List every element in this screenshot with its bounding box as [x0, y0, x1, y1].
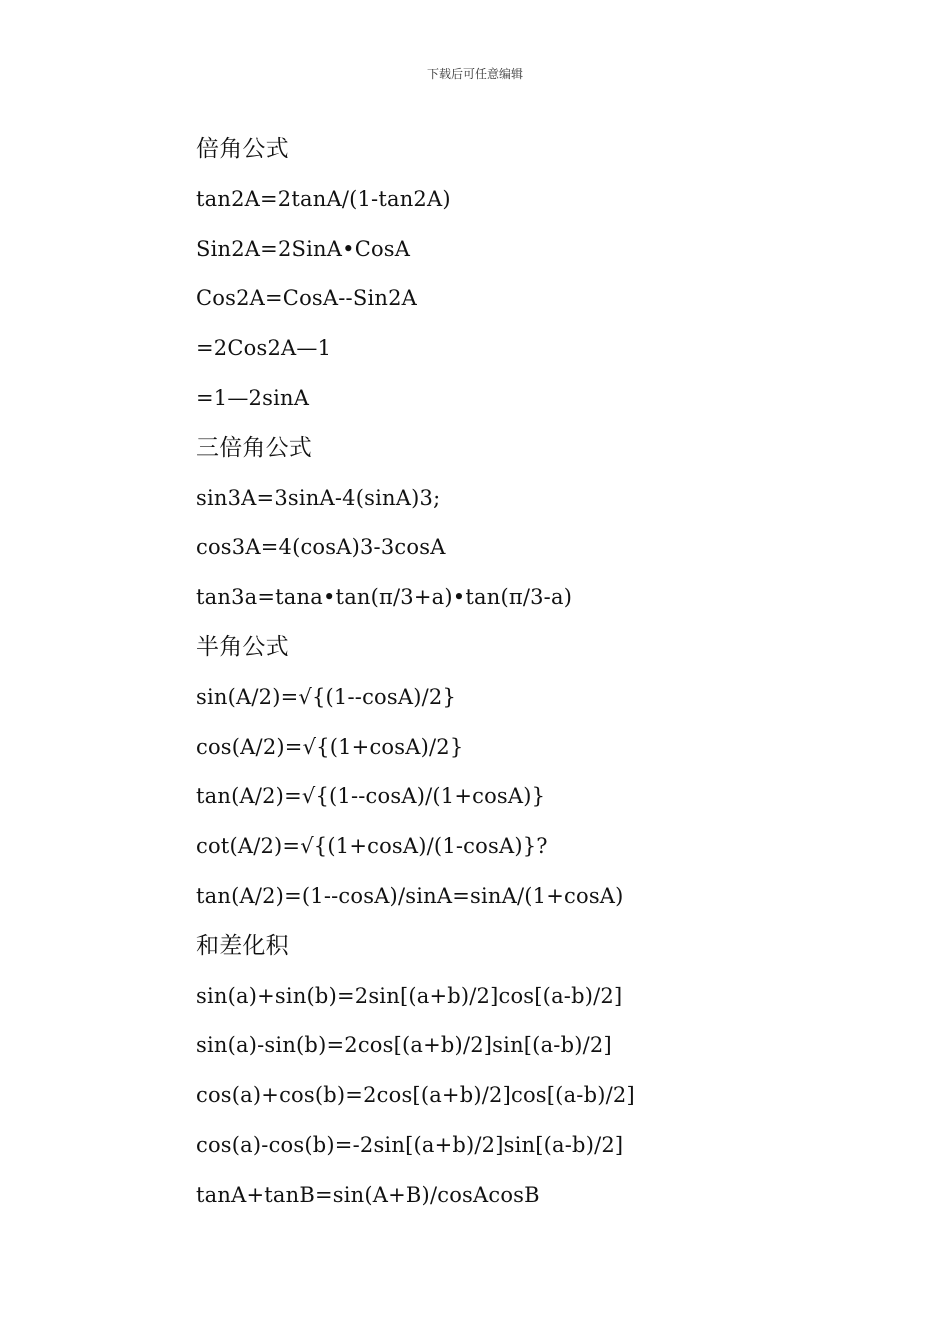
formula-line: tan(A/2)=(1--cosA)/sinA=sinA/(1+cosA) [196, 883, 624, 908]
formula-line: Sin2A=2SinA•CosA [196, 236, 411, 261]
section-heading-half-angle: 半角公式 [196, 633, 289, 660]
formula-line: sin3A=3sinA-4(sinA)3; [196, 485, 441, 510]
formula-line: tanA+tanB=sin(A+B)/cosAcosB [196, 1182, 540, 1207]
formula-line: tan(A/2)=√{(1--cosA)/(1+cosA)} [196, 784, 546, 809]
formula-line: sin(a)+sin(b)=2sin[(a+b)/2]cos[(a-b)/2] [196, 983, 623, 1008]
formula-line: cos(a)+cos(b)=2cos[(a+b)/2]cos[(a-b)/2] [196, 1083, 635, 1108]
formula-line: tan2A=2tanA/(1-tan2A) [196, 186, 451, 211]
formula-line: cos3A=4(cosA)3-3cosA [196, 535, 446, 560]
formula-line: =1—2sinA [196, 385, 310, 410]
formula-line: cos(a)-cos(b)=-2sin[(a+b)/2]sin[(a-b)/2] [196, 1132, 624, 1157]
formula-line: sin(a)-sin(b)=2cos[(a+b)/2]sin[(a-b)/2] [196, 1033, 612, 1058]
document-body [196, 125, 916, 1221]
formula-line: cot(A/2)=√{(1+cosA)/(1-cosA)}? [196, 834, 548, 859]
formula-line: =2Cos2A—1 [196, 336, 332, 361]
formula-line: sin(A/2)=√{(1--cosA)/2} [196, 684, 457, 709]
section-heading-double-angle: 倍角公式 [196, 136, 289, 162]
section-heading-triple-angle: 三倍角公式 [196, 434, 312, 461]
formula-line: tan3a=tana•tan(π/3+a)•tan(π/3-a) [196, 585, 573, 610]
formula-line: Cos2A=CosA--Sin2A [196, 286, 418, 311]
section-heading-sum-to-product: 和差化积 [196, 932, 289, 959]
formula-line: cos(A/2)=√{(1+cosA)/2} [196, 734, 464, 759]
page-header: 下载后可任意编辑 [426, 67, 523, 81]
